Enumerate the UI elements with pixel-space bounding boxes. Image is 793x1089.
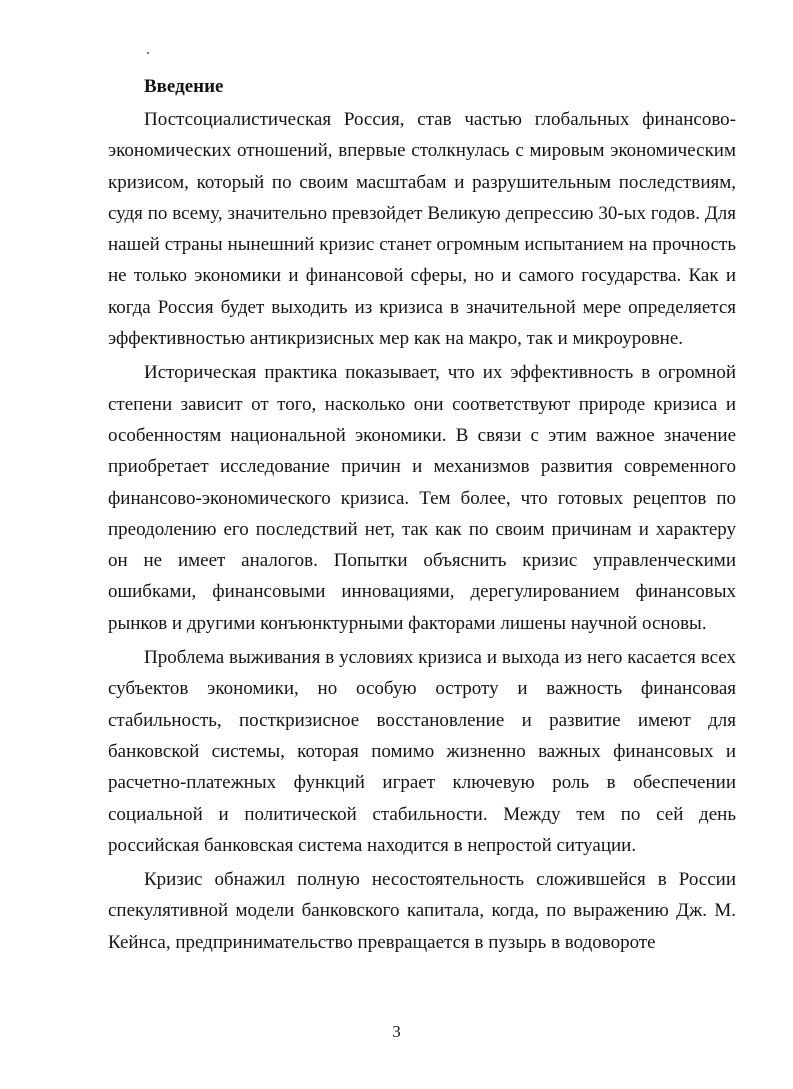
paragraph-2: Историческая практика показывает, что их эффективность в огромной степени зависит от того, насколько они соответствуют природе кризиса и особенностям национальной экономики. В связи с этим важное значение приобретает исследование причин и механизмов развития современного финансово-экономического кризиса. Тем более, что готовых рецептов по преодолению его последствий нет, так как по своим причинам и характеру он не имеет аналогов. Попытки объяснить кризис управленческими ошибками, финансовыми инновациями, дерегулированием финансовых рынков и другими конъюнктурными факторами лишены научной основы. [108, 362, 736, 634]
paragraph-3: Проблема выживания в условиях кризиса и выхода из него касается всех субъектов экономики, но особую остроту и важность финансовая стабильность, посткризисное восстановление и развитие имеют для банковской системы, которая помимо жизненно важных финансовых и расчетно-платежных функций играет ключевую роль в обеспечении социальной и политической стабильности. Между тем по сей день российская банковская система находится в непростой ситуации. [108, 647, 736, 856]
section-heading: Введение [144, 76, 224, 97]
page-number: 3 [392, 1022, 401, 1041]
body-text [108, 104, 736, 961]
scan-speck [147, 52, 149, 54]
paragraph-4: Кризис обнажил полную несостоятельность сложившейся в России спекулятивной модели банковского капитала, когда, по выражению Дж. М. Кейнса, предпринимательство превращается в пузырь в водовороте [108, 869, 736, 953]
paragraph-1: Постсоциалистическая Россия, став частью глобальных финансово-экономических отношений, впервые столкнулась с мировым экономическим кризисом, который по своим масштабам и разрушительным последствиям, судя по всему, значительно превзойдет Великую депрессию 30-ых годов. Для нашей страны нынешний кризис станет огромным испытанием на прочность не только экономики и финансовой сферы, но и самого государства. Как и когда Россия будет выходить из кризиса в значительной мере определяется эффективностью антикризисных мер как на макро, так и микроуровне. [108, 109, 736, 350]
